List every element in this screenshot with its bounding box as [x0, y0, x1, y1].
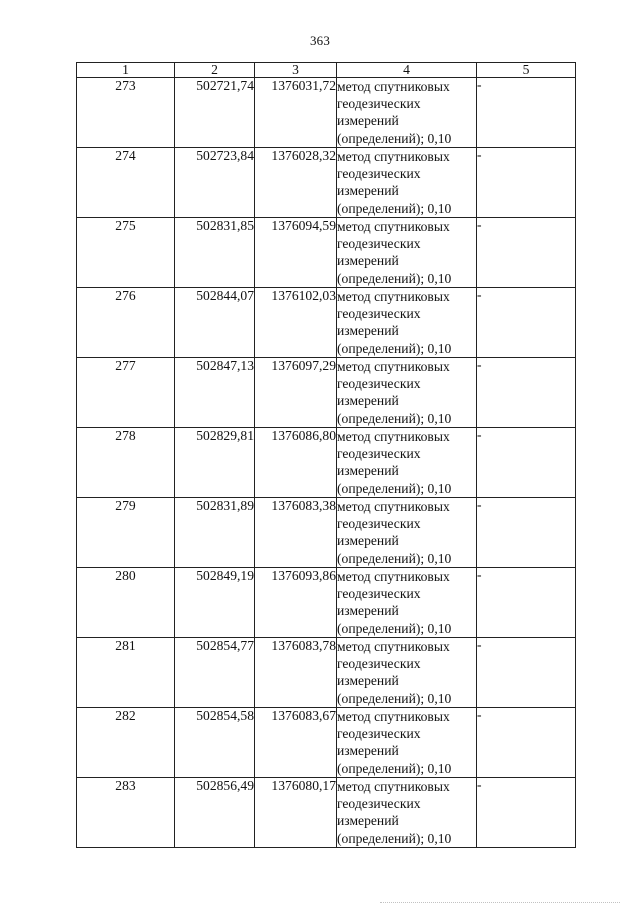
note-cell: - — [477, 568, 576, 638]
y-coordinate-cell: 1376083,78 — [255, 638, 337, 708]
scan-artifact-dots — [380, 898, 620, 903]
x-coordinate-cell: 502856,49 — [175, 778, 255, 848]
table-row — [77, 78, 576, 148]
x-coordinate-cell: 502721,74 — [175, 78, 255, 148]
table-row — [77, 568, 576, 638]
x-coordinate-cell: 502849,19 — [175, 568, 255, 638]
note-cell: - — [477, 148, 576, 218]
column-header: 1 — [77, 63, 175, 78]
y-coordinate-cell: 1376102,03 — [255, 288, 337, 358]
y-coordinate-cell: 1376097,29 — [255, 358, 337, 428]
table-body — [77, 78, 576, 848]
method-cell: метод спутниковых геодезических измерений (определений); 0,10 — [337, 148, 477, 218]
column-header: 5 — [477, 63, 576, 78]
table-row — [77, 148, 576, 218]
note-cell: - — [477, 428, 576, 498]
point-number-cell: 279 — [77, 498, 175, 568]
y-coordinate-cell: 1376094,59 — [255, 218, 337, 288]
method-cell: метод спутниковых геодезических измерений (определений); 0,10 — [337, 358, 477, 428]
note-cell: - — [477, 218, 576, 288]
method-cell: метод спутниковых геодезических измерений (определений); 0,10 — [337, 638, 477, 708]
method-cell: метод спутниковых геодезических измерений (определений); 0,10 — [337, 78, 477, 148]
table-row — [77, 428, 576, 498]
point-number-cell: 274 — [77, 148, 175, 218]
method-cell: метод спутниковых геодезических измерений (определений); 0,10 — [337, 288, 477, 358]
table-row — [77, 288, 576, 358]
note-cell: - — [477, 708, 576, 778]
y-coordinate-cell: 1376083,67 — [255, 708, 337, 778]
point-number-cell: 280 — [77, 568, 175, 638]
point-number-cell: 283 — [77, 778, 175, 848]
x-coordinate-cell: 502723,84 — [175, 148, 255, 218]
point-number-cell: 273 — [77, 78, 175, 148]
note-cell: - — [477, 288, 576, 358]
table-row — [77, 218, 576, 288]
y-coordinate-cell: 1376080,17 — [255, 778, 337, 848]
x-coordinate-cell: 502847,13 — [175, 358, 255, 428]
x-coordinate-cell: 502854,58 — [175, 708, 255, 778]
table-row — [77, 498, 576, 568]
x-coordinate-cell: 502854,77 — [175, 638, 255, 708]
y-coordinate-cell: 1376086,80 — [255, 428, 337, 498]
point-number-cell: 281 — [77, 638, 175, 708]
y-coordinate-cell: 1376031,72 — [255, 78, 337, 148]
column-header: 2 — [175, 63, 255, 78]
column-header: 4 — [337, 63, 477, 78]
note-cell: - — [477, 498, 576, 568]
method-cell: метод спутниковых геодезических измерений (определений); 0,10 — [337, 428, 477, 498]
x-coordinate-cell: 502831,89 — [175, 498, 255, 568]
note-cell: - — [477, 78, 576, 148]
method-cell: метод спутниковых геодезических измерений (определений); 0,10 — [337, 778, 477, 848]
method-cell: метод спутниковых геодезических измерений (определений); 0,10 — [337, 708, 477, 778]
point-number-cell: 275 — [77, 218, 175, 288]
page-number: 363 — [309, 33, 331, 48]
note-cell: - — [477, 358, 576, 428]
x-coordinate-cell: 502829,81 — [175, 428, 255, 498]
method-cell: метод спутниковых геодезических измерений (определений); 0,10 — [337, 498, 477, 568]
table-row — [77, 638, 576, 708]
y-coordinate-cell: 1376028,32 — [255, 148, 337, 218]
method-cell: метод спутниковых геодезических измерений (определений); 0,10 — [337, 568, 477, 638]
note-cell: - — [477, 638, 576, 708]
table-header-row — [77, 63, 576, 78]
y-coordinate-cell: 1376083,38 — [255, 498, 337, 568]
point-number-cell: 278 — [77, 428, 175, 498]
coordinates-table — [76, 62, 576, 848]
column-header: 3 — [255, 63, 337, 78]
point-number-cell: 276 — [77, 288, 175, 358]
x-coordinate-cell: 502844,07 — [175, 288, 255, 358]
table-row — [77, 708, 576, 778]
table-row — [77, 778, 576, 848]
note-cell: - — [477, 778, 576, 848]
method-cell: метод спутниковых геодезических измерений (определений); 0,10 — [337, 218, 477, 288]
table-row — [77, 358, 576, 428]
y-coordinate-cell: 1376093,86 — [255, 568, 337, 638]
point-number-cell: 277 — [77, 358, 175, 428]
x-coordinate-cell: 502831,85 — [175, 218, 255, 288]
point-number-cell: 282 — [77, 708, 175, 778]
